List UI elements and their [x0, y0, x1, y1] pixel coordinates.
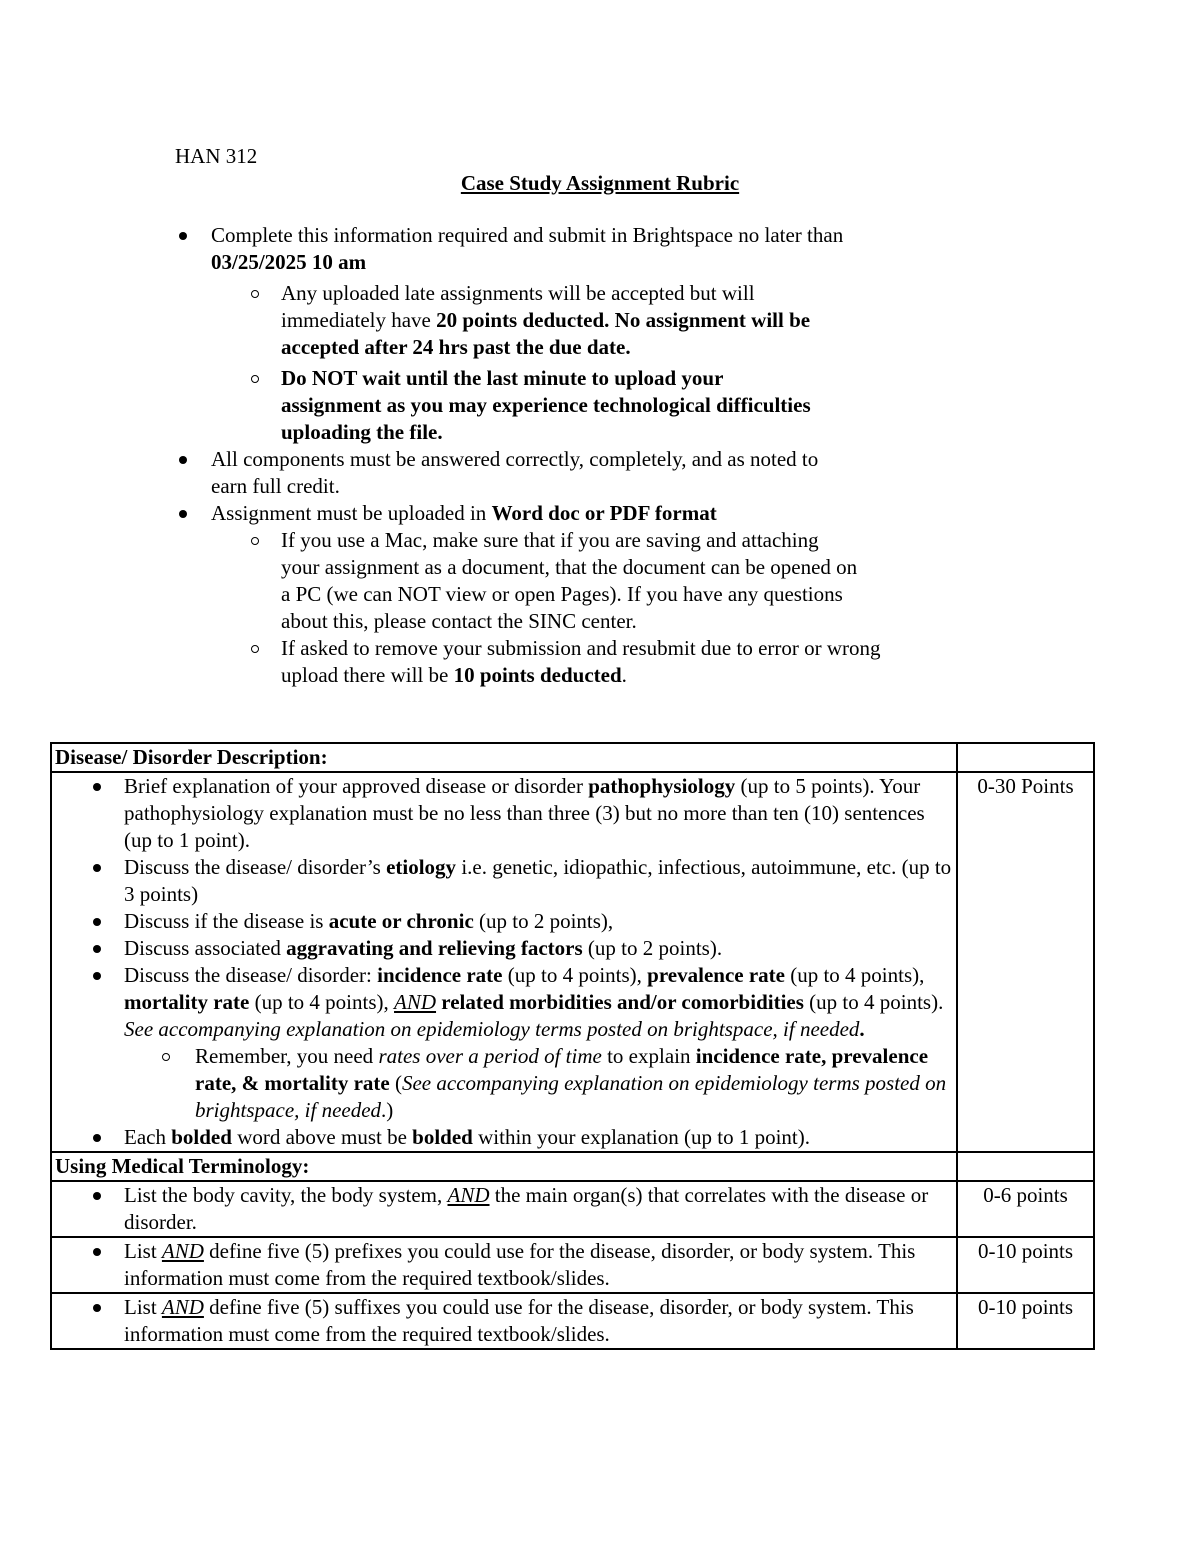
circle-bullet-icon [251, 537, 259, 545]
bullet-icon [93, 918, 101, 926]
criteria-cell [51, 1181, 957, 1237]
list-item-body-cavity: List the body cavity, the body system, AND the main organ(s) that correlates with the disease or disorder. [52, 1182, 956, 1236]
table-row-section2-header [51, 1152, 1094, 1181]
sub-bullet-mac-note: If you use a Mac, make sure that if you are saving and attaching your assignment as a document, that the document can be opened on a PC (we can NOT view or open Pages). If you have any questions about this, please contact the SINC center. [175, 527, 859, 635]
bullet-icon [93, 864, 101, 872]
list-item-epidemiology: Discuss the disease/ disorder: incidence rate (up to 4 points), prevalence rate (up to 4 points), mortality rate (up to 4 points), AND related morbidities and/or comorbidities (up to 4 points). See accompanying explanation on epidemiology terms posted on brightspace, if needed. [52, 962, 956, 1043]
circle-bullet-icon [251, 375, 259, 383]
bullet-submission-deadline: Complete this information required and submit in Brightspace no later than 03/25/2025 10 am [175, 222, 895, 276]
table-row [51, 1237, 1094, 1293]
bullet-icon [179, 232, 187, 240]
sub-bullet-late-policy: Any uploaded late assignments will be accepted but will immediately have 20 points deducted. No assignment will be accepted after 24 hrs past the due date. [175, 280, 851, 361]
list-item-bolded-words: Each bolded word above must be bolded within your explanation (up to 1 point). [52, 1124, 956, 1151]
bullet-format: Assignment must be uploaded in Word doc or PDF format [175, 500, 895, 527]
points-cell: 0-10 points [957, 1293, 1094, 1349]
table-row [51, 1181, 1094, 1237]
list-item-acute-chronic: Discuss if the disease is acute or chronic (up to 2 points), [52, 908, 956, 935]
due-date: 03/25/2025 10 am [211, 250, 367, 274]
criteria-cell [51, 1293, 957, 1349]
bullet-icon [93, 1304, 101, 1312]
list-item-aggravating-factors: Discuss associated aggravating and relieving factors (up to 2 points). [52, 935, 956, 962]
criteria-cell [51, 772, 957, 1152]
bullet-icon [93, 1192, 101, 1200]
sub-bullet-resubmit-penalty: If asked to remove your submission and resubmit due to error or wrong upload there will be 10 points deducted. [175, 635, 881, 689]
bullet-icon [93, 972, 101, 980]
criteria-cell [51, 1237, 957, 1293]
document-title: Case Study Assignment Rubric [460, 171, 740, 195]
bullet-icon [93, 1248, 101, 1256]
points-cell: 0-30 Points [957, 772, 1094, 1152]
bullet-icon [93, 1134, 101, 1142]
bullet-icon [179, 510, 187, 518]
sub-bullet-upload-warning: Do NOT wait until the last minute to upload your assignment as you may experience technological difficulties uploading the file. [175, 365, 811, 446]
list-item-etiology: Discuss the disease/ disorder’s etiology i.e. genetic, idiopathic, infectious, autoimmune, etc. (up to 3 points) [52, 854, 956, 908]
list-item-pathophysiology: Brief explanation of your approved disease or disorder pathophysiology (up to 5 points). Your pathophysiology explanation must be no less than three (3) but no more than ten (10) sentences (up to 1 point). [52, 773, 956, 854]
table-row-section1-body [51, 772, 1094, 1152]
section-heading-disease: Disease/ Disorder Description: [51, 743, 957, 772]
list-item-suffixes: List AND define five (5) suffixes you could use for the disease, disorder, or body system. This information must come from the required textbook/slides. [52, 1294, 956, 1348]
circle-bullet-icon [162, 1053, 170, 1061]
instructions-list [175, 222, 895, 689]
bullet-icon [93, 945, 101, 953]
empty-cell [957, 1152, 1094, 1181]
empty-cell [957, 743, 1094, 772]
table-row-section1-header [51, 743, 1094, 772]
bullet-icon [93, 783, 101, 791]
bullet-icon [179, 456, 187, 464]
section-heading-terminology: Using Medical Terminology: [51, 1152, 957, 1181]
circle-bullet-icon [251, 290, 259, 298]
list-item-prefixes: List AND define five (5) prefixes you could use for the disease, disorder, or body system. This information must come from the required textbook/slides. [52, 1238, 956, 1292]
course-code: HAN 312 [175, 144, 258, 168]
sub-list-item-rates: Remember, you need rates over a period of time to explain incidence rate, prevalence rate, & mortality rate (See accompanying explanation on epidemiology terms posted on brightspace, if needed.) [52, 1043, 956, 1124]
table-row [51, 1293, 1094, 1349]
points-cell: 0-10 points [957, 1237, 1094, 1293]
points-cell: 0-6 points [957, 1181, 1094, 1237]
bullet-components: All components must be answered correctly, completely, and as noted to earn full credit. [175, 446, 831, 500]
circle-bullet-icon [251, 645, 259, 653]
rubric-table [50, 742, 1095, 1350]
